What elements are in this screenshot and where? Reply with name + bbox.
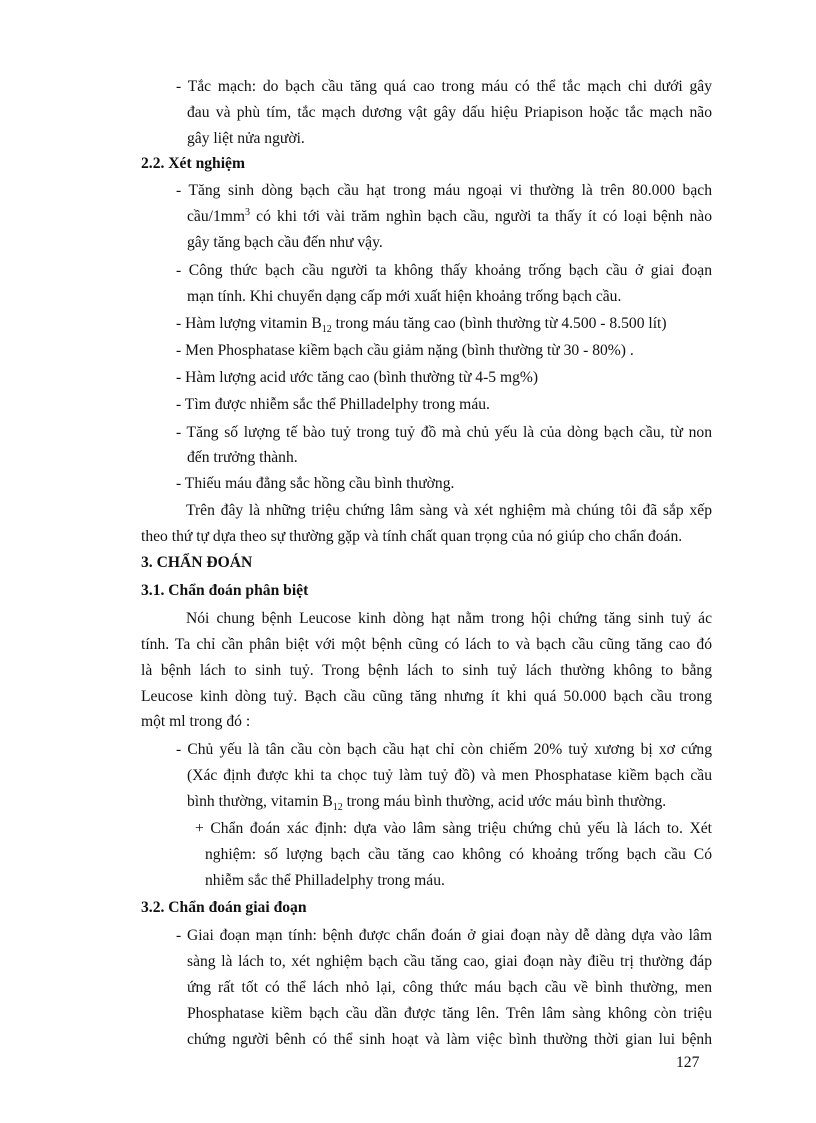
text-run: - Hàm lượng vitamin B: [176, 315, 322, 332]
subscript: 12: [321, 324, 332, 336]
paragraph-line: là bệnh lách to sinh tuỷ. Trong bệnh lách to sinh tuỷ lách thường không to bằng: [141, 662, 712, 679]
list-item: - Công thức bạch cầu người ta không thấy khoảng trống bạch cầu ở giai đoạn: [176, 262, 712, 279]
list-item-continuation: đau và phù tím, tắc mạch dương vật gây dấu hiệu Priapison hoặc tắc mạch não: [187, 104, 712, 121]
subscript: 12: [332, 802, 343, 814]
sub-list-item-continuation: nghiệm: số lượng bạch cầu tăng cao không có khoảng trống bạch cầu Có: [205, 846, 712, 863]
chapter-heading: 3. CHẨN ĐOÁN: [141, 554, 253, 571]
list-item-continuation: đến trưởng thành.: [187, 449, 298, 466]
list-item-continuation: Phosphatase kiềm bạch cầu dần được tăng lên. Trên lâm sàng không còn triệu: [187, 1005, 712, 1022]
list-item-continuation: gây tăng bạch cầu đến như vậy.: [187, 234, 383, 251]
list-item: - Men Phosphatase kiềm bạch cầu giảm nặng (bình thường từ 30 - 80%) .: [176, 342, 634, 359]
list-item-continuation: chứng người bênh có thể sinh hoạt và làm việc bình thường thời gian lui bệnh: [187, 1031, 712, 1048]
page-number: 127: [676, 1054, 700, 1071]
paragraph-line: Trên đây là những triệu chứng lâm sàng và xét nghiệm mà chúng tôi đã sắp xếp: [186, 502, 712, 519]
list-item: [176, 311, 667, 337]
sub-list-item-continuation: nhiễm sắc thể Philladelphy trong máu.: [205, 872, 445, 889]
list-item: - Hàm lượng acid ước tăng cao (bình thường từ 4-5 mg%): [176, 369, 539, 386]
paragraph-line: theo thứ tự dựa theo sự thường gặp và tính chất quan trọng của nó giúp cho chẩn đoán.: [141, 528, 683, 545]
paragraph-line: tính. Ta chỉ cần phân biệt với một bệnh cũng có lách to và bạch cầu cũng tăng cao đó: [141, 636, 712, 653]
list-item: - Giai đoạn mạn tính: bệnh được chẩn đoán ở giai đoạn này dễ dàng dựa vào lâm: [176, 927, 712, 944]
sub-list-item: + Chẩn đoán xác định: dựa vào lâm sàng triệu chứng chủ yếu là lách to. Xét: [195, 820, 712, 837]
list-item-continuation: ứng rất tốt có thể lách nhỏ lại, công thức máu bạch cầu về bình thường, men: [187, 979, 712, 996]
list-item: - Thiếu máu đẳng sắc hồng cầu bình thường.: [176, 475, 455, 492]
paragraph-line: một ml trong đó :: [141, 713, 251, 730]
list-item: - Tăng sinh dòng bạch cầu hạt trong máu ngoại vi thường là trên 80.000 bạch: [176, 182, 712, 199]
text-run: cầu/1mm: [187, 208, 246, 225]
list-item: - Tắc mạch: do bạch cầu tăng quá cao trong máu có thể tắc mạch chi dưới gây: [176, 78, 712, 95]
text-run: trong máu tăng cao (bình thường từ 4.500 - 8.500 lít): [331, 315, 667, 332]
list-item-continuation: mạn tính. Khi chuyển dạng cấp mới xuất hiện khoảng trống bạch cầu.: [187, 288, 622, 305]
list-item-continuation: (Xác định được khi ta chọc tuỷ làm tuỷ đồ) và men Phosphatase kiềm bạch cầu: [187, 767, 712, 784]
list-item: - Tăng số lượng tế bào tuỷ trong tuỷ đồ mà chủ yếu là của dòng bạch cầu, từ non: [176, 424, 712, 441]
superscript: 3: [245, 206, 251, 218]
text-run: trong máu bình thường, acid ước máu bình thường.: [342, 793, 667, 810]
list-item: - Chủ yếu là tân cầu còn bạch cầu hạt chỉ còn chiếm 20% tuỷ xương bị xơ cứng: [176, 741, 712, 758]
section-heading: 3.2. Chẩn đoán giai đoạn: [141, 899, 307, 916]
list-item-continuation: [187, 789, 666, 815]
list-item-continuation: sàng là lách to, xét nghiệm bạch cầu tăng cao, giai đoạn này điều trị thường đáp: [187, 953, 712, 970]
paragraph-line: Nói chung bệnh Leucose kinh dòng hạt nằm trong hội chứng tăng sinh tuỷ ác: [186, 610, 712, 627]
list-item-continuation: gây liệt nửa người.: [187, 130, 305, 147]
text-run: bình thường, vitamin B: [187, 793, 333, 810]
section-heading: 3.1. Chẩn đoán phân biệt: [141, 582, 309, 599]
list-item-continuation: [187, 204, 712, 230]
paragraph-line: Leucose kinh dòng tuỷ. Bạch cầu cũng tăng nhưng ít khi quá 50.000 bạch cầu trong: [141, 688, 712, 705]
list-item: - Tìm được nhiễm sắc thể Philladelphy trong máu.: [176, 396, 490, 413]
text-run: có khi tới vài trăm nghìn bạch cầu, người ta thấy ít có loại bệnh nào: [250, 208, 712, 225]
section-heading: 2.2. Xét nghiệm: [141, 155, 245, 172]
